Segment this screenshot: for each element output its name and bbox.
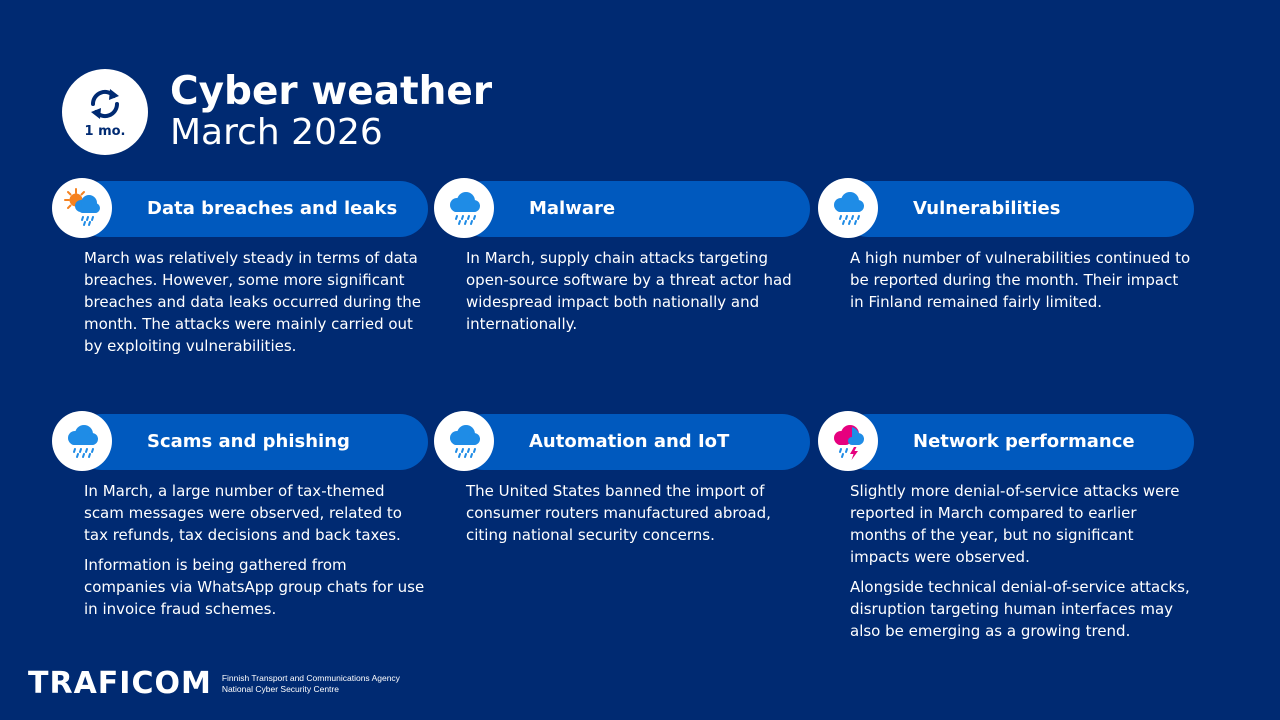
page-subtitle: March 2026 <box>170 112 383 153</box>
page-title: Cyber weather <box>170 69 493 114</box>
card-paragraph: Information is being gathered from companies via WhatsApp group chats for use in invoice fraud schemes. <box>84 556 425 618</box>
card-header-pill <box>840 414 1194 470</box>
card-body <box>850 247 1194 321</box>
weather-icon-holder <box>52 411 112 471</box>
weather-icon-holder <box>818 178 878 238</box>
badge-label: 1 mo. <box>84 123 126 139</box>
sun-behind-rain-cloud-icon <box>61 187 103 229</box>
agency-line-2: National Cyber Security Centre <box>221 684 339 694</box>
footer <box>28 668 400 700</box>
card-body <box>84 480 428 628</box>
card-title: Network performance <box>913 431 1135 452</box>
card-paragraph: In March, supply chain attacks targeting open-source software by a threat actor had widespread impact both nationally and internationally. <box>466 249 792 333</box>
weather-icon-holder <box>818 411 878 471</box>
card-body <box>84 247 428 365</box>
weather-icon-holder <box>434 178 494 238</box>
card-title: Automation and IoT <box>529 431 730 452</box>
rain-cloud-icon <box>444 421 484 461</box>
header <box>62 68 492 156</box>
card-title: Scams and phishing <box>147 431 350 452</box>
refresh-cycle-icon <box>85 86 125 122</box>
card-paragraph: The United States banned the import of consumer routers manufactured abroad, citing national security concerns. <box>466 482 771 544</box>
rain-cloud-icon <box>62 421 102 461</box>
rain-cloud-icon <box>444 188 484 228</box>
weather-icon-holder <box>52 178 112 238</box>
card-paragraph: Slightly more denial-of-service attacks were reported in March compared to earlier months of the year, but no significant impacts were observed. <box>850 482 1180 566</box>
card-title: Malware <box>529 198 616 219</box>
card-body <box>850 480 1194 650</box>
card-title: Data breaches and leaks <box>147 198 398 219</box>
card-title: Vulnerabilities <box>913 198 1061 219</box>
period-badge <box>62 69 148 155</box>
card-paragraph: March was relatively steady in terms of data breaches. However, some more significant breaches and data leaks occurred during the month. The attacks were mainly carried out by exploiting vulnerabilities. <box>84 249 421 355</box>
card-header-pill <box>74 181 428 237</box>
weather-icon-holder <box>434 411 494 471</box>
card-header-pill <box>456 414 810 470</box>
card-header-pill <box>840 181 1194 237</box>
thunder-rain-cloud-icon <box>828 421 868 461</box>
card-header-pill <box>74 414 428 470</box>
card-body <box>466 247 810 343</box>
agency-name <box>222 673 400 695</box>
card-paragraph: A high number of vulnerabilities continued to be reported during the month. Their impact in Finland remained fairly limited. <box>850 249 1191 311</box>
card-paragraph: Alongside technical denial-of-service attacks, disruption targeting human interfaces may also be emerging as a growing trend. <box>850 578 1190 640</box>
rain-cloud-icon <box>828 188 868 228</box>
card-body <box>466 480 810 554</box>
traficom-logo: TRAFICOM <box>28 666 212 701</box>
card-paragraph: In March, a large number of tax-themed scam messages were observed, related to tax refunds, tax decisions and back taxes. <box>84 482 402 544</box>
agency-line-1: Finnish Transport and Communications Agency <box>221 673 400 683</box>
card-header-pill <box>456 181 810 237</box>
